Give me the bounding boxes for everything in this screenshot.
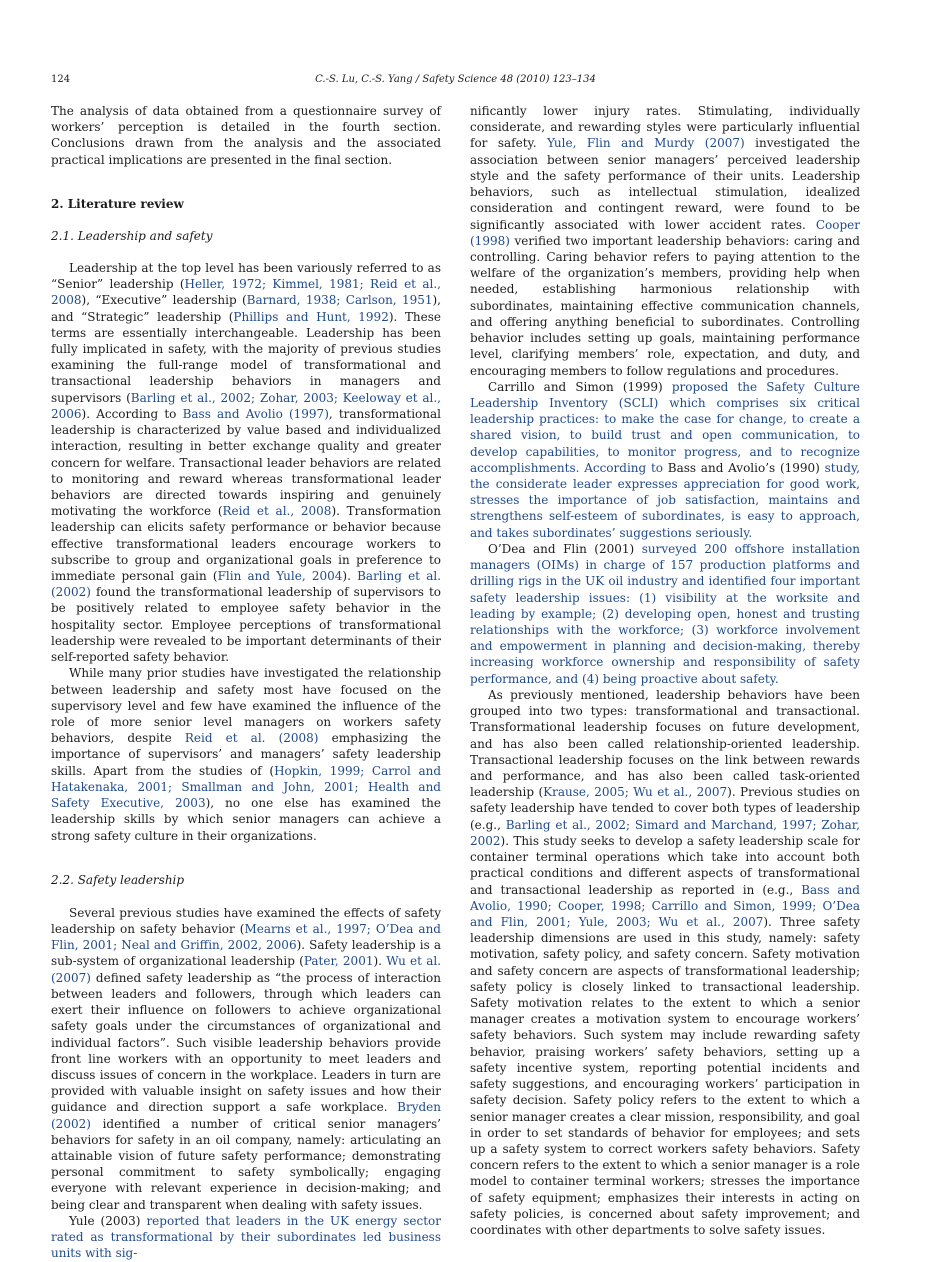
citation-link[interactable]: Hopkin, 1999; Carrol and Hatakenaka, 2001; Smallman and John, 2001; Health and Safety Executive, 2003 bbox=[51, 763, 442, 811]
paragraph-text: verified two important leadership behaviors: caring and controlling. Caring behavior refers to paying attention to the welfare of the organization’s members, providing help when needed, establishing harmonious relationship with subordinates, maintaining effective communication channels, and offering anything beneficial to subordinates. Controlling behavior includes setting up goals, maintaining performance level, clarifying members’ role, expectation, and duty, and encouraging members to follow regulations and procedures. bbox=[470, 233, 860, 378]
citation-link[interactable]: Bass and Avolio, 1990; Cooper, 1998; Carrillo and Simon, 1999; O’Dea and Flin, 2001; Yule, 2003; Wu et al., 2007 bbox=[470, 882, 860, 929]
paragraph-text: ). bbox=[373, 954, 387, 969]
citation-link[interactable]: Barling et al., 2002; Zohar, 2003; Keeloway et al., 2006 bbox=[51, 390, 441, 421]
running-header bbox=[51, 72, 860, 88]
paragraph-text: ). According to bbox=[81, 406, 183, 421]
paragraph-text: O’Dea and Flin (2001) bbox=[488, 541, 635, 556]
paragraph-safety-leadership-effects bbox=[51, 905, 441, 1213]
citation-link[interactable]: Pater, 2001 bbox=[303, 954, 374, 969]
citation-link[interactable]: Yule, Flin and Murdy (2007) bbox=[547, 136, 745, 151]
section-heading-literature-review: 2. Literature review bbox=[51, 196, 184, 211]
citation-link[interactable]: Cooper (1998) bbox=[470, 217, 860, 248]
paragraph-text: Leadership at the top level has been variously referred to as “Senior” leadership ( bbox=[51, 260, 441, 292]
citation-link[interactable]: Wu et al. (2007) bbox=[51, 954, 442, 985]
citation-link[interactable]: Barling et al. (2002) bbox=[51, 569, 442, 600]
citation-link[interactable]: surveyed 200 offshore installation managers (OIMs) in charge of 157 production platforms and drilling rigs in the UK oil industry and identified four important safety leadership issues: (1) visibility at the worksite and leading by example; (2) developing open, honest and trusting relationships with the workforce; (3) workforce involvement and empowerment in planning and decision-making, thereby increasing workforce ownership and responsibility of safety performance, and (4) being proactive about safety. bbox=[470, 541, 861, 686]
running-title: C.-S. Lu, C.-S. Yang / Safety Science 48 (2010) 123–134 bbox=[315, 74, 596, 85]
paragraph-text: Yule (2003) bbox=[69, 1213, 141, 1228]
citation-link[interactable]: Flin and Yule, 2004 bbox=[217, 569, 343, 584]
paragraph-text: nificantly lower injury rates. Stimulating, individually considerate, and rewarding styles were particularly influential for safety. bbox=[470, 104, 860, 151]
paragraph-text: ). These terms are essentially interchangeable. Leadership has been fully implicated in safety, with the majority of previous studies examining the full-range model of transformational and transactional leadership behaviors in managers and supervisors ( bbox=[51, 309, 442, 405]
citation-link[interactable]: Barnard, 1938; Carlson, 1951 bbox=[246, 293, 433, 308]
paragraph-prior-studies bbox=[51, 665, 441, 843]
paragraph-odea-flin bbox=[470, 541, 860, 687]
paragraph-text: , transformational leadership is characterized by value based and individualized interaction, resulting in better exchange quality and greater concern for welfare. Transactional leader behaviors are related to monitoring and reward whereas transformational leader behaviors are directed towards inspiring and genuinely motivating the workforce ( bbox=[51, 406, 441, 519]
citation-link[interactable]: Barling et al., 2002; Simard and Marchand, 1997; Zohar, 2002 bbox=[470, 817, 860, 848]
paragraph-text: ), “Executive” leadership ( bbox=[81, 293, 247, 308]
paragraph-leadership-top-level bbox=[51, 260, 441, 665]
paragraph-text: ). Safety leadership is a sub-system of organizational leadership ( bbox=[51, 938, 441, 969]
intro-paragraph: The analysis of data obtained from a questionnaire survey of workers’ perception is detailed in the fourth section. Conclusions drawn from the analysis and the associated practical implications are presented in the final section. bbox=[51, 104, 441, 167]
left-column bbox=[51, 103, 441, 1262]
paragraph-text: ). Transformation leadership can elicits safety performance or behavior because effective transformational leaders encourage workers to subscribe to group and organizational goals in preference to immediate personal gain ( bbox=[51, 504, 442, 584]
citation-link[interactable]: Bass and Avolio (1997) bbox=[182, 406, 329, 421]
paragraph-carrillo-simon bbox=[470, 379, 860, 541]
right-column bbox=[470, 103, 860, 1238]
paragraph-continued bbox=[470, 103, 860, 379]
page-number: 124 bbox=[51, 74, 71, 85]
paragraph-text: As previously mentioned, leadership behaviors have been grouped into two types: transformational and transactional. Transformational leadership focuses on future development, and has also been called relationship-oriented leadership. Transactional leadership focuses on the link between rewards and performance, and has also been called task-oriented leadership ( bbox=[470, 687, 860, 800]
citation-link[interactable]: Phillips and Hunt, 1992 bbox=[233, 309, 389, 324]
citation-link[interactable]: study, the considerate leader expresses appreciation for good work, stresses the importance of job satisfaction, maintains and strengthens self-esteem of subordinates, is easy to approach, and takes subordinates’ suggestions seriously. bbox=[470, 460, 860, 540]
subsection-heading-safety-leadership: 2.2. Safety leadership bbox=[51, 872, 185, 887]
paragraph-text: emphasizing the importance of supervisors’ and managers’ safety leadership skills. Apart from the studies of ( bbox=[51, 731, 441, 778]
paragraph-leadership-types bbox=[470, 687, 860, 1238]
paragraph-text: identified a number of critical senior managers’ behaviors for safety in an oil company, namely: articulating an attainable vision of future safety performance; demonstrating personal commitment to safety symbolically; engaging everyone with relevant experience in decision-making; and being clear and transparent when dealing with safety issues. bbox=[51, 1116, 441, 1212]
paragraph-text: ). bbox=[342, 569, 358, 584]
citation-link[interactable]: Reid et al. (2008) bbox=[184, 731, 319, 746]
citation-link[interactable]: Krause, 2005; Wu et al., 2007 bbox=[543, 785, 728, 800]
citation-link[interactable]: reported that leaders in the UK energy sector rated as transformational by their subordinates led business units with sig- bbox=[51, 1213, 442, 1261]
paragraph-text: While many prior studies have investigated the relationship between leadership and safety most have focused on the supervisory level and few have examined the influence of the role of more senior level managers on workers safety behaviors, despite bbox=[51, 666, 441, 746]
paragraph-yule-2003 bbox=[51, 1213, 441, 1262]
paragraph-text: Bass and Avolio’s (1990) bbox=[667, 460, 820, 475]
citation-link[interactable]: Bryden (2002) bbox=[51, 1100, 441, 1131]
paragraph-text: found the transformational leadership of supervisors to be positively related to employee safety behavior in the hospitality sector. Employee perceptions of transformational leadership were revealed to be important determinants of their self-reported safety behavior. bbox=[51, 585, 441, 665]
paragraph-text: ). This study seeks to develop a safety leadership scale for container terminal operations which take into account both practical conditions and different aspects of transformational and transactional leadership as reported in (e.g., bbox=[470, 833, 860, 897]
paragraph-text: Carrillo and Simon (1999) bbox=[488, 379, 663, 394]
paragraph-text: defined safety leadership as “the process of interaction between leaders and followers, through which leaders can exert their influence on followers to achieve organizational safety goals under the circumstances of organizational and individual factors”. Such visible leadership behaviors provide front line workers with an opportunity to meet leaders and discuss issues of concern in the workplace. Leaders in turn are provided with valuable insight on safety issues and how their guidance and direction support a safe workplace. bbox=[51, 970, 441, 1115]
paragraph-text: Several previous studies have examined the effects of safety leadership on safety behavior ( bbox=[51, 905, 441, 936]
paragraph-text: ), and “Strategic” leadership ( bbox=[51, 293, 441, 324]
citation-link[interactable]: proposed the Safety Culture Leadership Inventory (SCLI) which comprises six critical leadership practices: to make the case for change, to create a shared vision, to build trust and open communication, to develop capabilities, to monitor progress, and to recognize accomplishments. According to bbox=[470, 379, 860, 475]
citation-link[interactable]: Reid et al., 2008 bbox=[222, 504, 332, 519]
citation-link[interactable]: Heller, 1972; Kimmel, 1981; Reid et al., 2008 bbox=[51, 277, 441, 308]
paragraph-text: ), no one else has examined the leadership skills by which senior managers can achieve a strong safety culture in their organizations. bbox=[51, 796, 441, 843]
paragraph-text: ). Previous studies on safety leadership have tended to cover both types of leadership (e.g., bbox=[470, 785, 860, 832]
subsection-heading-leadership-and-safety: 2.1. Leadership and safety bbox=[51, 228, 213, 243]
paragraph-text: ). Three safety leadership dimensions are used in this study, namely: safety motivation, safety policy, and safety concern. Safety motivation and safety concern are aspects of transformational leadership; safety policy is closely linked to transactional leadership. Safety motivation relates to the extent to which a senior manager creates a motivation system to encourage workers’ safety behaviors. Such system may include rewarding safety behavior, praising workers’ safety behaviors, setting up a safety incentive system, reporting potential incidents and safety suggestions, and encouraging workers’ participation in safety decision. Safety policy refers to the extent to which a senior manager creates a clear mission, responsibility, and goal in order to set standards of behavior for employees; and sets up a safety system to correct workers safety behaviors. Safety concern refers to the extent to which a senior manager is a role model to container terminal workers; stresses the importance of safety equipment; emphasizes their interests in acting on safety policies, is concerned about safety improvement; and coordinates with other departments to solve safety issues. bbox=[470, 914, 860, 1238]
paragraph-text: investigated the association between senior managers’ perceived leadership style and the safety performance of their units. Leadership behaviors, such as intellectual stimulation, idealized consideration and contingent reward, were found to be significantly associated with lower accident rates. bbox=[470, 136, 860, 232]
citation-link[interactable]: Mearns et al., 1997; O’Dea and Flin, 2001; Neal and Griffin, 2002, 2006 bbox=[51, 921, 441, 953]
